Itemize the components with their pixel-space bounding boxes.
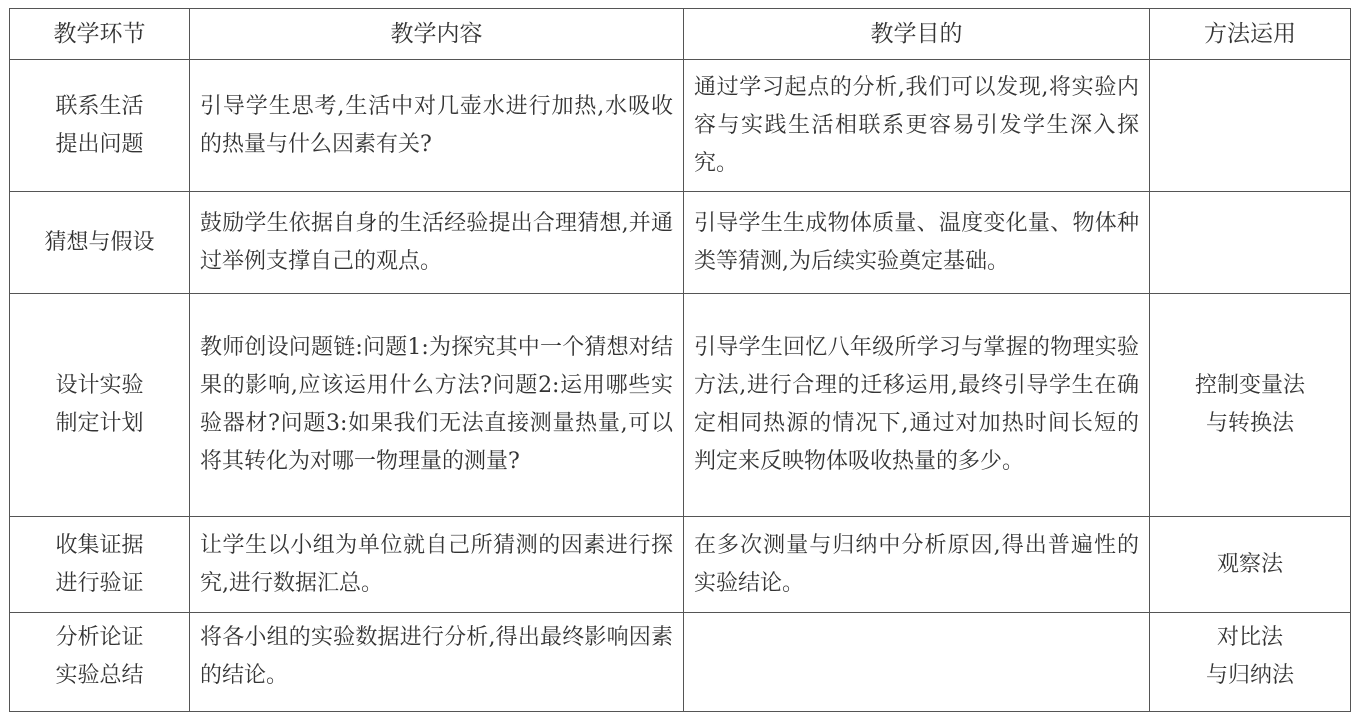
stage-text: 联系生活 提出问题 bbox=[55, 93, 144, 157]
method-cell bbox=[1150, 613, 1351, 712]
purpose-text: 引导学生回忆八年级所学习与掌握的物理实验方法,进行合理的迁移运用,最终引导学生在确定相同热源的情况下,通过对加热时间长短的判定来反映物体吸收热量的多少。 bbox=[694, 335, 1139, 474]
purpose-text: 引导学生生成物体质量、温度变化量、物体种类等猜测,为后续实验奠定基础。 bbox=[694, 210, 1139, 274]
stage-cell bbox=[10, 60, 190, 192]
content-text: 让学生以小组为单位就自己所猜测的因素进行探究,进行数据汇总。 bbox=[200, 532, 673, 596]
method-text: 对比法 与归纳法 bbox=[1205, 625, 1294, 688]
stage-text: 设计实验 制定计划 bbox=[55, 373, 144, 436]
table-row bbox=[10, 192, 1351, 294]
purpose-cell bbox=[684, 60, 1150, 192]
table-row bbox=[10, 613, 1351, 712]
method-cell bbox=[1150, 517, 1351, 613]
content-text: 将各小组的实验数据进行分析,得出最终影响因素的结论。 bbox=[200, 625, 673, 688]
content-cell bbox=[190, 192, 684, 294]
table-row bbox=[10, 294, 1351, 517]
lesson-plan-table bbox=[9, 8, 1351, 712]
method-cell bbox=[1150, 192, 1351, 294]
method-cell bbox=[1150, 294, 1351, 517]
purpose-cell bbox=[684, 613, 1150, 712]
stage-cell bbox=[10, 517, 190, 613]
header-method: 方法运用 bbox=[1150, 9, 1351, 60]
table-row bbox=[10, 517, 1351, 613]
content-text: 教师创设问题链:问题1:为探究其中一个猜想对结果的影响,应该运用什么方法?问题2:运用哪些实验器材?问题3:如果我们无法直接测量热量,可以将其转化为对哪一物理量的测量? bbox=[200, 335, 673, 474]
purpose-text: 在多次测量与归纳中分析原因,得出普遍性的实验结论。 bbox=[694, 532, 1139, 596]
purpose-cell bbox=[684, 517, 1150, 613]
content-text: 鼓励学生依据自身的生活经验提出合理猜想,并通过举例支撑自己的观点。 bbox=[200, 210, 673, 274]
purpose-cell bbox=[684, 294, 1150, 517]
method-text: 观察法 bbox=[1216, 551, 1283, 577]
stage-cell bbox=[10, 192, 190, 294]
table-row bbox=[10, 60, 1351, 192]
content-cell bbox=[190, 613, 684, 712]
content-text: 引导学生思考,生活中对几壶水进行加热,水吸收的热量与什么因素有关? bbox=[200, 93, 673, 157]
header-stage: 教学环节 bbox=[10, 9, 190, 60]
method-cell bbox=[1150, 60, 1351, 192]
purpose-cell bbox=[684, 192, 1150, 294]
stage-cell bbox=[10, 294, 190, 517]
header-purpose: 教学目的 bbox=[684, 9, 1150, 60]
table-header-row bbox=[10, 9, 1351, 60]
stage-text: 分析论证 实验总结 bbox=[55, 625, 144, 688]
stage-text: 收集证据 进行验证 bbox=[55, 532, 144, 596]
stage-text: 猜想与假设 bbox=[44, 229, 155, 255]
content-cell bbox=[190, 294, 684, 517]
method-text: 控制变量法 与转换法 bbox=[1194, 373, 1305, 436]
content-cell bbox=[190, 517, 684, 613]
stage-cell bbox=[10, 613, 190, 712]
content-cell bbox=[190, 60, 684, 192]
header-content: 教学内容 bbox=[190, 9, 684, 60]
purpose-text: 通过学习起点的分析,我们可以发现,将实验内容与实践生活相联系更容易引发学生深入探究。 bbox=[694, 74, 1139, 176]
